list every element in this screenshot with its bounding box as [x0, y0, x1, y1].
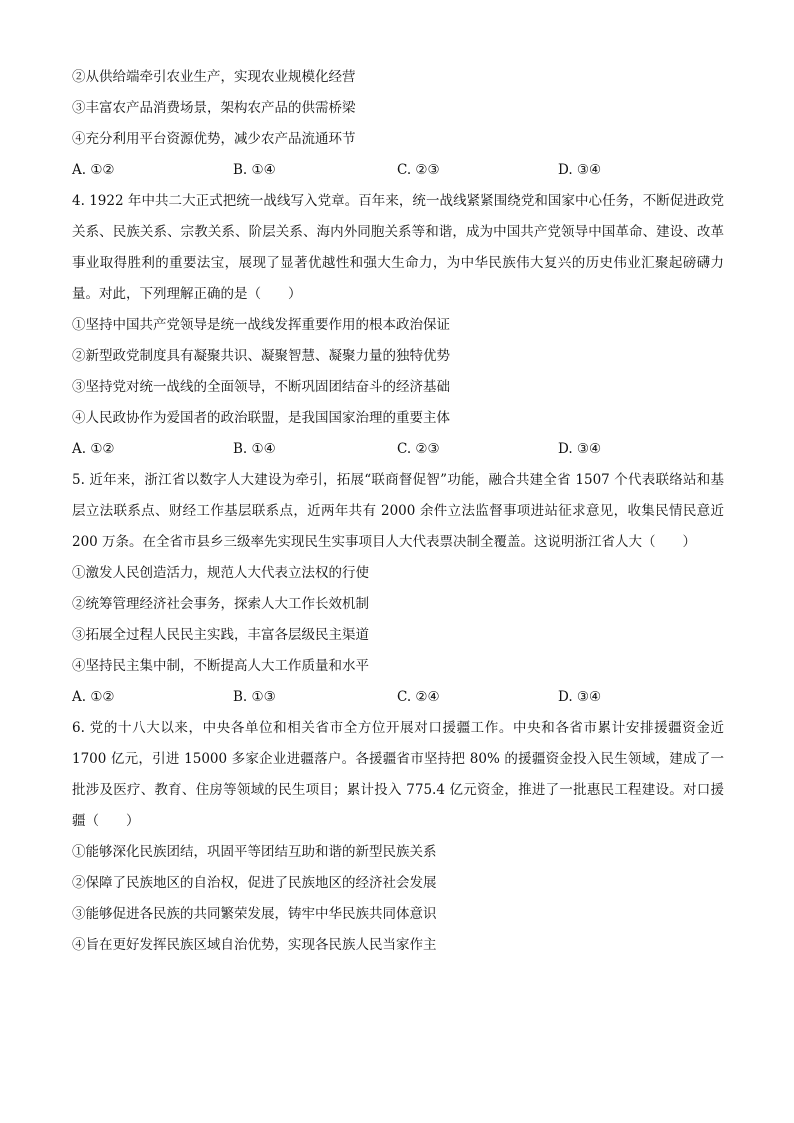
- q5-option-d: D. ③④: [558, 689, 602, 705]
- q6-item-1: ①能够深化民族团结，巩固平等团结互助和谐的新型民族关系: [72, 844, 437, 860]
- q6-stem: 6. 党的十八大以来，中央各单位和相关省市全方位开展对口援疆工作。中央和各省市累计安排援疆资金近 1700 亿元，引进 15000 多家企业进疆落户。各援疆省市坚持把 80% 的援疆资金投入民生领域，建成了一批涉及医疗、教育、住房等领域的民生项目；累计投入 775.4 亿元资金，推进了一批惠民工程建设。对口援疆（ ）: [72, 720, 724, 829]
- q3-item-4: ④充分利用平台资源优势，减少农产品流通环节: [72, 131, 356, 147]
- q4-option-b: B. ①④: [233, 441, 276, 457]
- q4-option-c: C. ②③: [397, 441, 440, 457]
- q5-stem: 5. 近年来，浙江省以数字人大建设为牵引，拓展“联商督促智”功能，融合共建全省 1507 个代表联络站和基层立法联系点、财经工作基层联系点，近两年共有 2000 余件立法监督事项进站征求意见，收集民情民意近 200 万条。在全省市县乡三级率先实现民生实事项目人大代表票决制全覆盖。这说明浙江省人大（ ）: [72, 472, 724, 550]
- q5-item-3: ③拓展全过程人民民主实践，丰富各层级民主渠道: [72, 627, 369, 643]
- q3-item-3: ③丰富农产品消费场景，架构农产品的供需桥梁: [72, 100, 356, 116]
- q3-option-d: D. ③④: [558, 162, 602, 178]
- q6-item-2: ②保障了民族地区的自治权，促进了民族地区的经济社会发展: [72, 875, 437, 891]
- q5-option-b: B. ①③: [233, 689, 276, 705]
- question-5: [72, 465, 724, 713]
- question-3-tail: [72, 62, 724, 186]
- q5-item-4: ④坚持民主集中制，不断提高人大工作质量和水平: [72, 658, 369, 674]
- q3-option-a: A. ①②: [72, 162, 115, 178]
- q3-option-c: C. ②③: [397, 162, 440, 178]
- q4-item-2: ②新型政党制度具有凝聚共识、凝聚智慧、凝聚力量的独特优势: [72, 348, 450, 364]
- q4-item-1: ①坚持中国共产党领导是统一战线发挥重要作用的根本政治保证: [72, 317, 450, 333]
- q4-stem: 4. 1922 年中共二大正式把统一战线写入党章。百年来，统一战线紧紧围绕党和国家中心任务，不断促进政党关系、民族关系、宗教关系、阶层关系、海内外同胞关系等和谐，成为中国共产党领导中国革命、建设、改革事业取得胜利的重要法宝，展现了显著优越性和强大生命力，为中华民族伟大复兴的历史伟业汇聚起磅礴力量。对此，下列理解正确的是（ ）: [72, 193, 724, 302]
- q3-option-b: B. ①④: [233, 162, 276, 178]
- q5-item-2: ②统筹管理经济社会事务，探索人大工作长效机制: [72, 596, 369, 612]
- q5-option-c: C. ②④: [397, 689, 440, 705]
- q5-item-1: ①激发人民创造活力，规范人大代表立法权的行使: [72, 565, 369, 581]
- q4-option-d: D. ③④: [558, 441, 602, 457]
- q3-options: [72, 155, 724, 186]
- q3-item-2: ②从供给端牵引农业生产，实现农业规模化经营: [72, 69, 356, 85]
- q5-options: [72, 682, 724, 713]
- q4-options: [72, 434, 724, 465]
- q6-item-3: ③能够促进各民族的共同繁荣发展，铸牢中华民族共同体意识: [72, 906, 437, 922]
- question-6: [72, 713, 724, 961]
- q4-option-a: A. ①②: [72, 441, 115, 457]
- q6-item-4: ④旨在更好发挥民族区域自治优势，实现各民族人民当家作主: [72, 937, 437, 953]
- question-4: [72, 186, 724, 465]
- q4-item-3: ③坚持党对统一战线的全面领导，不断巩固团结奋斗的经济基础: [72, 379, 450, 395]
- q5-option-a: A. ①②: [72, 689, 115, 705]
- q4-item-4: ④人民政协作为爱国者的政治联盟，是我国国家治理的重要主体: [72, 410, 450, 426]
- exam-page: [72, 62, 724, 961]
